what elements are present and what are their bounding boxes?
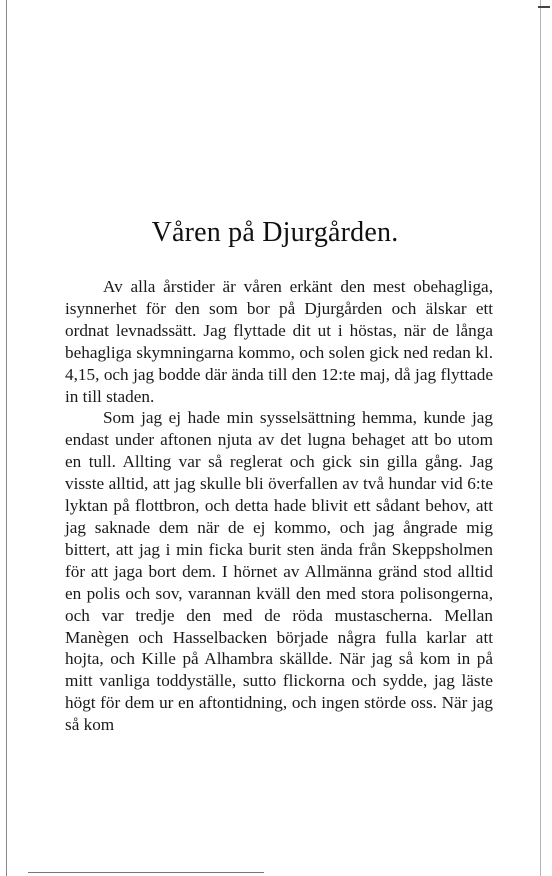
body-text (65, 276, 493, 736)
corner-mark (538, 6, 550, 8)
bottom-rule (28, 872, 264, 873)
page-edge-left (6, 0, 7, 876)
page-title: Våren på Djurgården. (151, 217, 399, 248)
paragraph-2: Som jag ej hade min sysselsättning hemma, kunde jag endast under aftonen njuta av det lugna behaget att bo utom en tull. Allting var så reglerat och gick sin gilla gång. Jag visste alltid, att jag skulle bli överfallen av två hundar vid 6:te lyktan på flottbron, och detta hade blivit ett sådant behov, att jag saknade dem när de ej kommo, och jag ångrade mig bittert, att jag i min ficka burit sten ända från Skeppsholmen för att jaga bort dem. I hörnet av Allmänna gränd stod alltid en polis och sov, varannan kväll den med stora polisongerna, och var tredje den med de röda mustascherna. Mellan Manègen och Hasselbacken började några fulla karlar att hojta, och Kille på Alhambra skällde. När jag så kom in på mitt vanliga toddyställe, sutto flickorna och sydde, jag läste högt för dem ur en aftontidning, och ingen störde oss. När jag så kom (65, 408, 493, 735)
page-edge-right (540, 0, 541, 876)
paragraph-1: Av alla årstider är våren erkänt den mest obehagliga, isynnerhet för den som bor på Djurgården och älskar ett ordnat levnadssätt. Jag flyttade dit ut i höstas, när de långa behagliga skymningarna kommo, och solen gick ned redan kl. 4,15, och jag bodde där ända till den 12:te maj, då jag flyttade in till staden. (65, 277, 493, 406)
